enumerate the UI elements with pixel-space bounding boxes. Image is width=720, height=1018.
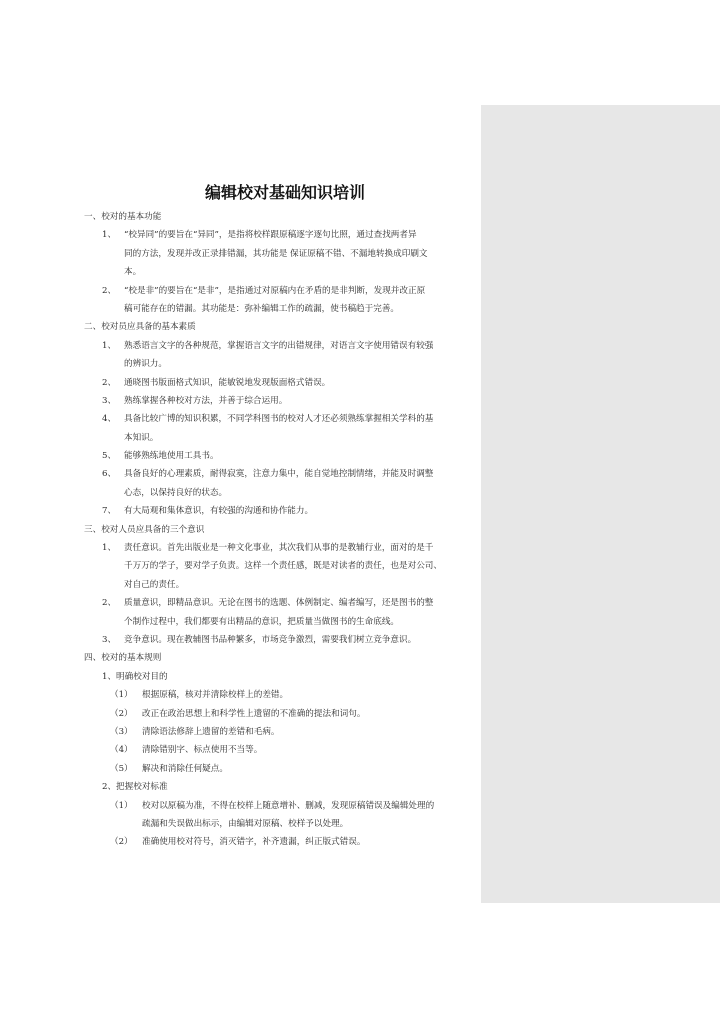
numbered-item (84, 337, 478, 355)
item-continuation (84, 300, 478, 318)
item-number: 4、 (102, 414, 117, 425)
item-text: 具备比较广博的知识积累，不同学科图书的校对人才还必须熟练掌握相关学科的基 (124, 414, 434, 425)
item-continuation (84, 429, 478, 447)
paren-item-text: 改正在政治思想上和科学性上遗留的不准确的提法和词句。 (142, 708, 366, 719)
section-heading-text: 四、校对的基本规则 (84, 653, 162, 664)
section-heading-text: 一、校对的基本功能 (84, 212, 162, 222)
item-continuation (84, 355, 478, 373)
numbered-item (84, 594, 478, 612)
item-text: 质量意识，即精品意识。无论在图书的选题、体例制定、编者编写，还是图书的整 (124, 598, 434, 609)
item-continuation-text: 个制作过程中，我们都要有出精品的意识，把质量当做图书的生命底线。 (124, 616, 400, 627)
paren-item (84, 833, 478, 851)
paren-item-text: 解决和消除任何疑点。 (142, 763, 228, 774)
item-text: 有大局观和集体意识，有较强的沟通和协作能力。 (124, 506, 314, 517)
paren-item-number: （2） (110, 837, 133, 848)
item-text: “校异同”的要旨在“异同”，是指将校样跟原稿逐字逐句比照，通过查找两者异 (124, 230, 417, 241)
paren-item (84, 686, 478, 704)
section-heading (84, 521, 478, 539)
item-text: 熟悉语言文字的各种规范，掌握语言文字的出错规律，对语言文字使用错误有较强 (124, 340, 434, 351)
item-number: 6、 (102, 469, 117, 480)
item-continuation-text: 同的方法，发现并改正录排错漏，其功能是 保证原稿不错、不漏地转换成印刷文 (124, 248, 428, 259)
subsection-heading (84, 668, 478, 686)
item-continuation-text: 对自己的责任。 (124, 579, 185, 590)
item-continuation-text: 千万万的学子，要对学子负责。这样一个责任感，既是对读者的责任，也是对公司、 (124, 561, 442, 572)
numbered-item (84, 410, 478, 428)
item-continuation (84, 576, 478, 594)
item-continuation (84, 557, 478, 575)
item-text: 具备良好的心理素质，耐得寂寞，注意力集中，能自觉地控制情绪，并能及时调整 (124, 469, 434, 480)
item-number: 2、 (102, 598, 117, 609)
item-number: 3、 (102, 395, 117, 406)
item-number: 7、 (102, 506, 117, 517)
item-number: 1、 (102, 543, 117, 554)
numbered-item (84, 539, 478, 557)
subsection-heading-text: 2、把握校对标准 (102, 782, 168, 793)
numbered-item (84, 226, 478, 244)
paren-item-continuation (84, 815, 478, 833)
section-heading (84, 318, 478, 336)
section-heading (84, 649, 478, 667)
comment-pane (481, 105, 720, 903)
item-continuation-text: 心态，以保持良好的状态。 (124, 487, 228, 498)
item-text: 竞争意识。现在教辅图书品种繁多，市场竞争激烈，需要我们树立竞争意识。 (124, 634, 417, 645)
numbered-item (84, 447, 478, 465)
item-number: 2、 (102, 377, 117, 388)
item-continuation-text: 本知识。 (124, 432, 159, 443)
paren-item-text: 校对以原稿为准，不得在校样上随意增补、删减，发现原稿错误及编辑处理的 (142, 800, 435, 811)
paren-item (84, 760, 478, 778)
paren-item (84, 797, 478, 815)
paren-item-number: （1） (110, 690, 133, 701)
item-continuation (84, 613, 478, 631)
item-number: 2、 (102, 285, 117, 296)
numbered-item (84, 392, 478, 410)
numbered-item (84, 374, 478, 392)
item-text: “校是非”的要旨在“是非”，是指通过对原稿内在矛盾的是非判断，发现并改正原 (124, 285, 426, 296)
item-continuation-text: 本。 (124, 267, 142, 278)
numbered-item (84, 631, 478, 649)
paren-item-text: 准确使用校对符号，消灭错字，补齐遗漏，纠正版式错误。 (142, 837, 366, 848)
section-heading-text: 三、校对人员应具备的三个意识 (84, 524, 205, 535)
item-continuation (84, 245, 478, 263)
paren-item-number: （5） (110, 763, 133, 774)
paren-item-text: 清除错别字、标点使用不当等。 (142, 745, 263, 756)
item-text: 熟练掌握各种校对方法，并善于综合运用。 (124, 395, 288, 406)
item-number: 1、 (102, 340, 117, 351)
paren-item-number: （4） (110, 745, 133, 756)
subsection-heading-text: 1、明确校对目的 (102, 671, 168, 682)
item-continuation (84, 263, 478, 281)
item-continuation-text: 的辨识力。 (124, 359, 167, 370)
section-heading (84, 208, 478, 226)
paren-item (84, 723, 478, 741)
numbered-item (84, 502, 478, 520)
paren-item-continuation-text: 疏漏和失误做出标示，由编辑对原稿、校样予以处理。 (142, 818, 349, 829)
paren-item-number: （3） (110, 726, 133, 737)
paren-item-text: 清除语法修辞上遗留的差错和毛病。 (142, 726, 280, 737)
paren-item-text: 根据原稿，核对并清除校样上的差错。 (142, 690, 289, 701)
item-continuation-text: 稿可能存在的错漏。其功能是：弥补编辑工作的疏漏，使书稿趋于完善。 (124, 303, 400, 314)
item-text: 通晓图书版面格式知识，能敏锐地发现版面格式错误。 (124, 377, 331, 388)
item-text: 能够熟练地使用工具书。 (124, 451, 219, 462)
paren-item-number: （1） (110, 800, 133, 811)
document-page (84, 178, 478, 852)
numbered-item (84, 465, 478, 483)
item-number: 5、 (102, 451, 117, 462)
document-body (84, 208, 478, 852)
item-text: 责任意识。首先出版业是一种文化事业，其次我们从事的是教辅行业，面对的是千 (124, 543, 434, 554)
section-heading-text: 二、校对员应具备的基本素质 (84, 322, 196, 333)
item-number: 3、 (102, 634, 117, 645)
paren-item (84, 705, 478, 723)
document-title: 编辑校对基础知识培训 (204, 183, 365, 202)
subsection-heading (84, 778, 478, 796)
item-continuation (84, 484, 478, 502)
item-number: 1、 (102, 230, 117, 241)
paren-item-number: （2） (110, 708, 133, 719)
numbered-item (84, 282, 478, 300)
paren-item (84, 741, 478, 759)
